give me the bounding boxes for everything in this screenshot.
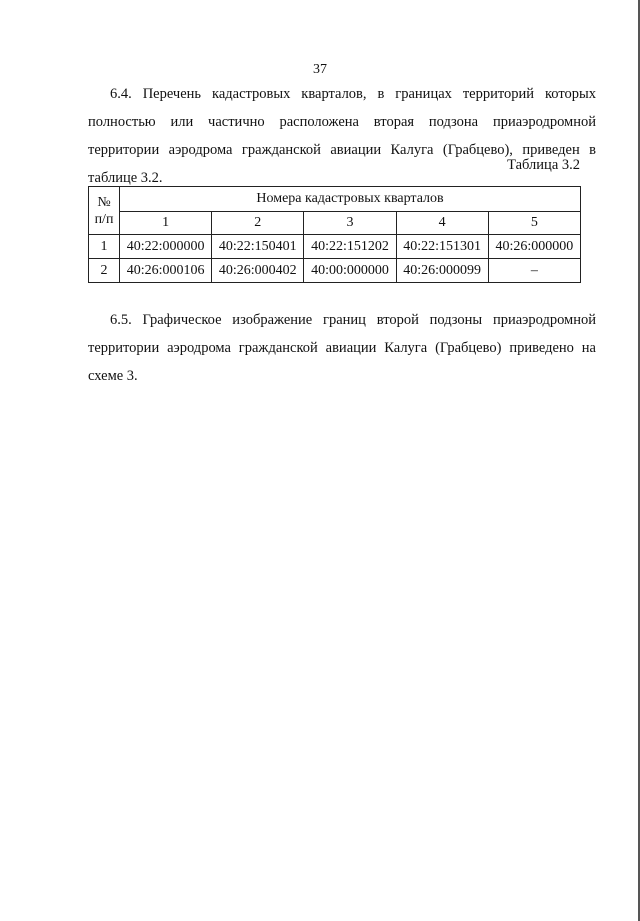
row-number-header-line1: № — [97, 194, 111, 210]
cadastral-number-cell: 40:22:000000 — [120, 235, 212, 259]
table-row — [89, 259, 581, 283]
row-number-cell: 2 — [89, 259, 120, 283]
column-number: 2 — [212, 212, 304, 235]
cadastral-quarters-table — [88, 186, 581, 283]
paragraph-6-4: 6.4. Перечень кадастровых кварталов, в границах территорий которых полностью или частично расположена вторая подзона приаэродромной территории аэродрома гражданской авиации Калуга (Грабцево), приведен в таблице 3.2. — [88, 86, 596, 186]
table-row — [89, 235, 581, 259]
cadastral-number-cell: 40:22:151301 — [396, 235, 488, 259]
row-number-header-line2: п/п — [94, 211, 114, 227]
cadastral-number-cell: 40:22:151202 — [304, 235, 396, 259]
cadastral-number-cell: 40:26:000000 — [488, 235, 580, 259]
column-number: 1 — [120, 212, 212, 235]
cadastral-number-cell: 40:22:150401 — [212, 235, 304, 259]
page-number: 37 — [313, 62, 327, 77]
table-caption: Таблица 3.2 — [507, 157, 580, 173]
column-number: 5 — [488, 212, 580, 235]
paragraph-6-5: 6.5. Графическое изображение границ второй подзоны приаэродромной территории аэродрома гражданской авиации Калуга (Грабцево) приведено на схеме 3. — [88, 312, 596, 384]
row-number-header — [89, 187, 120, 235]
cadastral-number-cell: 40:26:000402 — [212, 259, 304, 283]
cadastral-number-cell: – — [488, 259, 580, 283]
row-number-cell: 1 — [89, 235, 120, 259]
column-number: 3 — [304, 212, 396, 235]
column-number-row — [89, 212, 581, 235]
cadastral-number-cell: 40:26:000099 — [396, 259, 488, 283]
table-header-row — [89, 187, 581, 212]
cadastral-number-cell: 40:00:000000 — [304, 259, 396, 283]
cadastral-numbers-header: Номера кадастровых кварталов — [120, 187, 581, 212]
cadastral-number-cell: 40:26:000106 — [120, 259, 212, 283]
column-number: 4 — [396, 212, 488, 235]
